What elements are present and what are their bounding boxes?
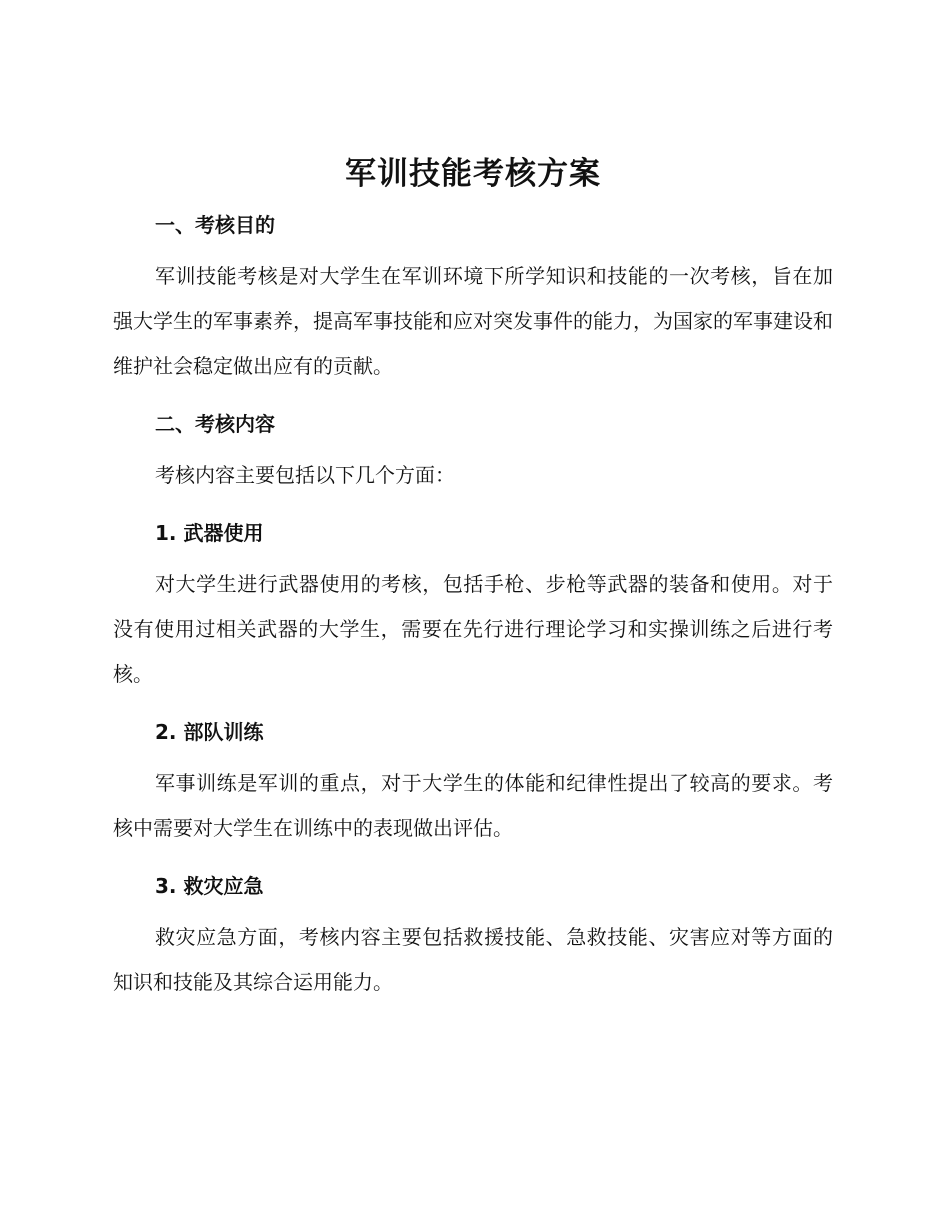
section-heading-purpose: 一、考核目的: [155, 213, 275, 237]
paragraph-weapons: 对大学生进行武器使用的考核，包括手枪、步枪等武器的装备和使用。对于没有使用过相关武器的大学生，需要在先行进行理论学习和实操训练之后进行考核。: [113, 572, 833, 686]
spacer: [113, 242, 833, 254]
spacer: [113, 697, 833, 715]
spacer: [113, 389, 833, 407]
spacer: [113, 441, 833, 453]
spacer: [113, 498, 833, 516]
paragraph-content-intro: 考核内容主要包括以下几个方面：: [155, 463, 455, 487]
document-title: 军训技能考核方案: [345, 156, 601, 192]
spacer: [113, 550, 833, 562]
spacer: [113, 903, 833, 915]
subheading-troop-training: 2. 部队训练: [155, 720, 264, 744]
spacer: [113, 749, 833, 761]
subheading-disaster-relief: 3. 救灾应急: [155, 874, 264, 898]
paragraph-troop-training: 军事训练是军训的重点，对于大学生的体能和纪律性提出了较高的要求。考核中需要对大学生在训练中的表现做出评估。: [113, 771, 833, 840]
document-page: [113, 146, 833, 1005]
section-heading-content: 二、考核内容: [155, 412, 275, 436]
paragraph-purpose: 军训技能考核是对大学生在军训环境下所学知识和技能的一次考核，旨在加强大学生的军事素养，提高军事技能和应对突发事件的能力，为国家的军事建设和维护社会稳定做出应有的贡献。: [113, 264, 833, 378]
paragraph-disaster-relief: 救灾应急方面，考核内容主要包括救援技能、急救技能、灾害应对等方面的知识和技能及其综合运用能力。: [113, 925, 833, 994]
subheading-weapons: 1. 武器使用: [155, 521, 264, 545]
spacer: [113, 851, 833, 869]
